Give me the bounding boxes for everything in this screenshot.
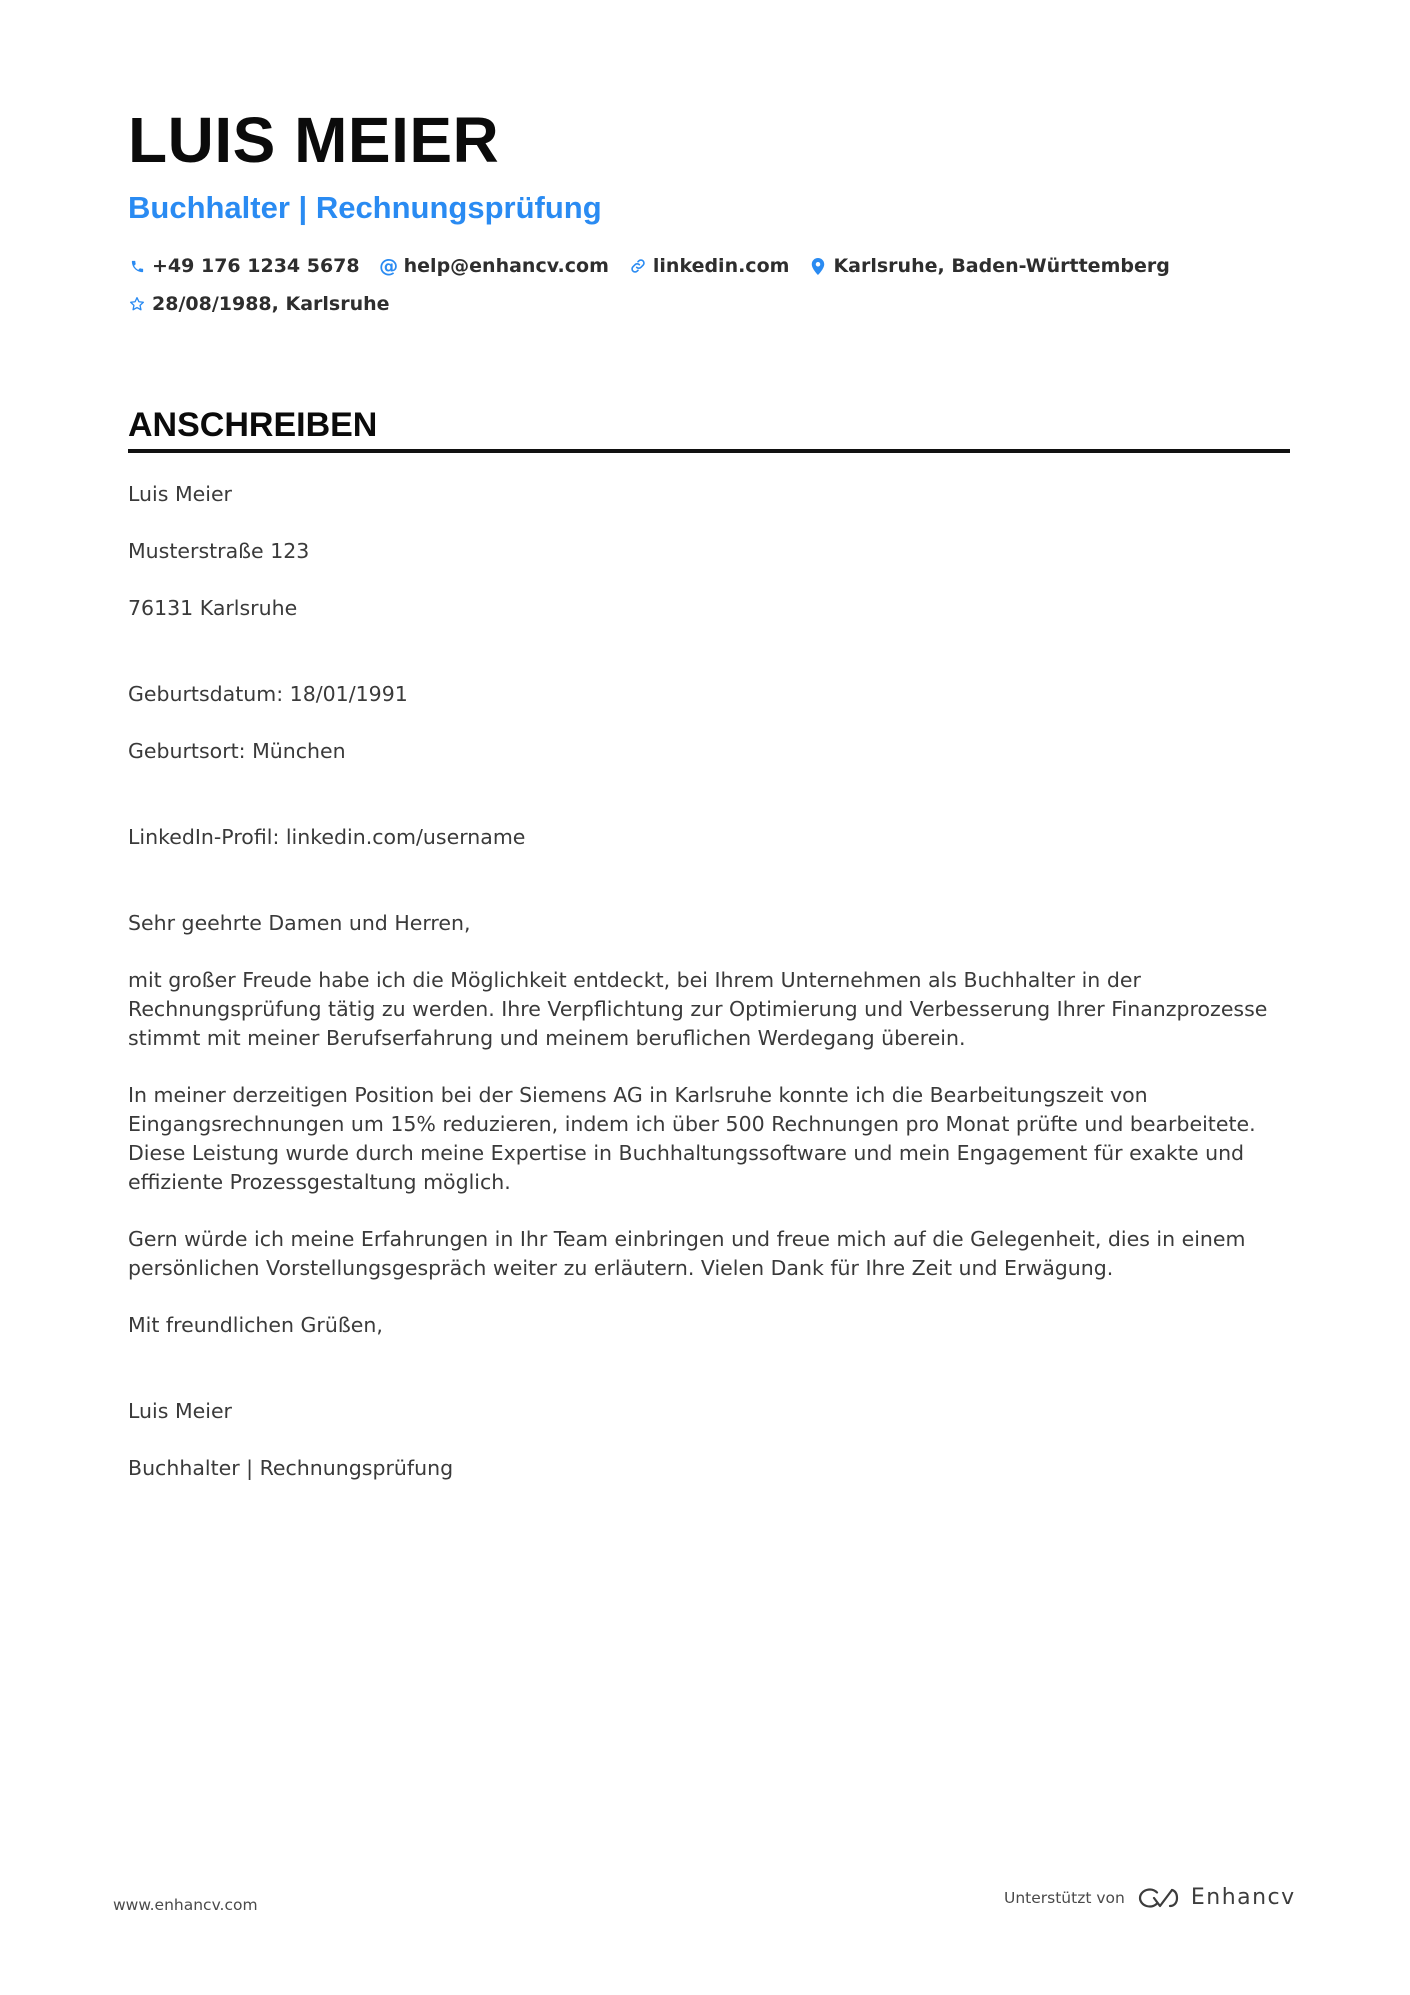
footer-brand <box>1004 1885 1296 1910</box>
section-title: ANSCHREIBEN <box>128 406 378 444</box>
closing: Mit freundlichen Grüßen, <box>128 1313 383 1337</box>
linkedin-profile: LinkedIn-Profil: linkedin.com/username <box>128 825 526 849</box>
contact-phone <box>128 255 360 277</box>
sender-name: Luis Meier <box>128 482 232 506</box>
salutation: Sehr geehrte Damen und Herren, <box>128 911 471 935</box>
contact-birth-text: 28/08/1988, Karlsruhe <box>152 293 390 315</box>
applicant-headline: Buchhalter | Rechnungsprüfung <box>128 190 602 225</box>
footer-website[interactable]: www.enhancv.com <box>113 1896 258 1914</box>
body-paragraph: mit großer Freude habe ich die Möglichkeit entdeckt, bei Ihrem Unternehmen als Buchhalter in der Rechnungsprüfung tätig zu werden. Ihre Verpflichtung zur Optimierung und Verbesserung Ihrer Finanzprozesse stimmt mit meiner Berufserfahrung und meinem beruflichen Werdegang überein. <box>128 968 1268 1050</box>
contact-location-text: Karlsruhe, Baden-Württemberg <box>833 255 1170 277</box>
at-icon: @ <box>379 255 399 277</box>
letter-body <box>128 480 1290 1483</box>
contact-row-secondary <box>128 293 410 315</box>
contact-email[interactable] <box>380 255 609 277</box>
location-pin-icon <box>809 257 827 275</box>
contact-email-text[interactable]: help@enhancv.com <box>403 255 609 277</box>
link-icon <box>629 257 647 275</box>
sender-street: Musterstraße 123 <box>128 539 310 563</box>
contact-row <box>128 255 1190 277</box>
contact-birth <box>128 293 390 315</box>
contact-location <box>809 255 1169 277</box>
section-divider <box>128 449 1290 453</box>
body-paragraph: Gern würde ich meine Erfahrungen in Ihr Team einbringen und freue mich auf die Gelegenheit, dies in einem persönlichen Vorstellungsgespräch weiter zu erläutern. Vielen Dank für Ihre Zeit und Erwägung. <box>128 1227 1246 1280</box>
star-icon <box>128 295 146 313</box>
brand-name: Enhancv <box>1190 1885 1296 1910</box>
birth-place: Geburtsort: München <box>128 739 346 763</box>
applicant-name: LUIS MEIER <box>128 104 500 176</box>
powered-by-label: Unterstützt von <box>1004 1888 1125 1907</box>
contact-linkedin-text[interactable]: linkedin.com <box>652 255 790 277</box>
sender-city: 76131 Karlsruhe <box>128 596 298 620</box>
contact-phone-text: +49 176 1234 5678 <box>152 255 360 277</box>
birth-date: Geburtsdatum: 18/01/1991 <box>128 682 408 706</box>
body-paragraph: In meiner derzeitigen Position bei der Siemens AG in Karlsruhe konnte ich die Bearbeitungszeit von Eingangsrechnungen um 15% reduzieren, indem ich über 500 Rechnungen pro Monat prüfte und bearbeitete. Diese Leistung wurde durch meine Expertise in Buchhaltungssoftware und mein Engagement für exakte und effiziente Prozessgestaltung möglich. <box>128 1083 1256 1194</box>
enhancv-logo-icon <box>1137 1886 1181 1910</box>
signature-title: Buchhalter | Rechnungsprüfung <box>128 1456 454 1480</box>
phone-icon <box>128 257 146 275</box>
contact-linkedin[interactable] <box>629 255 790 277</box>
signature-name: Luis Meier <box>128 1399 232 1423</box>
